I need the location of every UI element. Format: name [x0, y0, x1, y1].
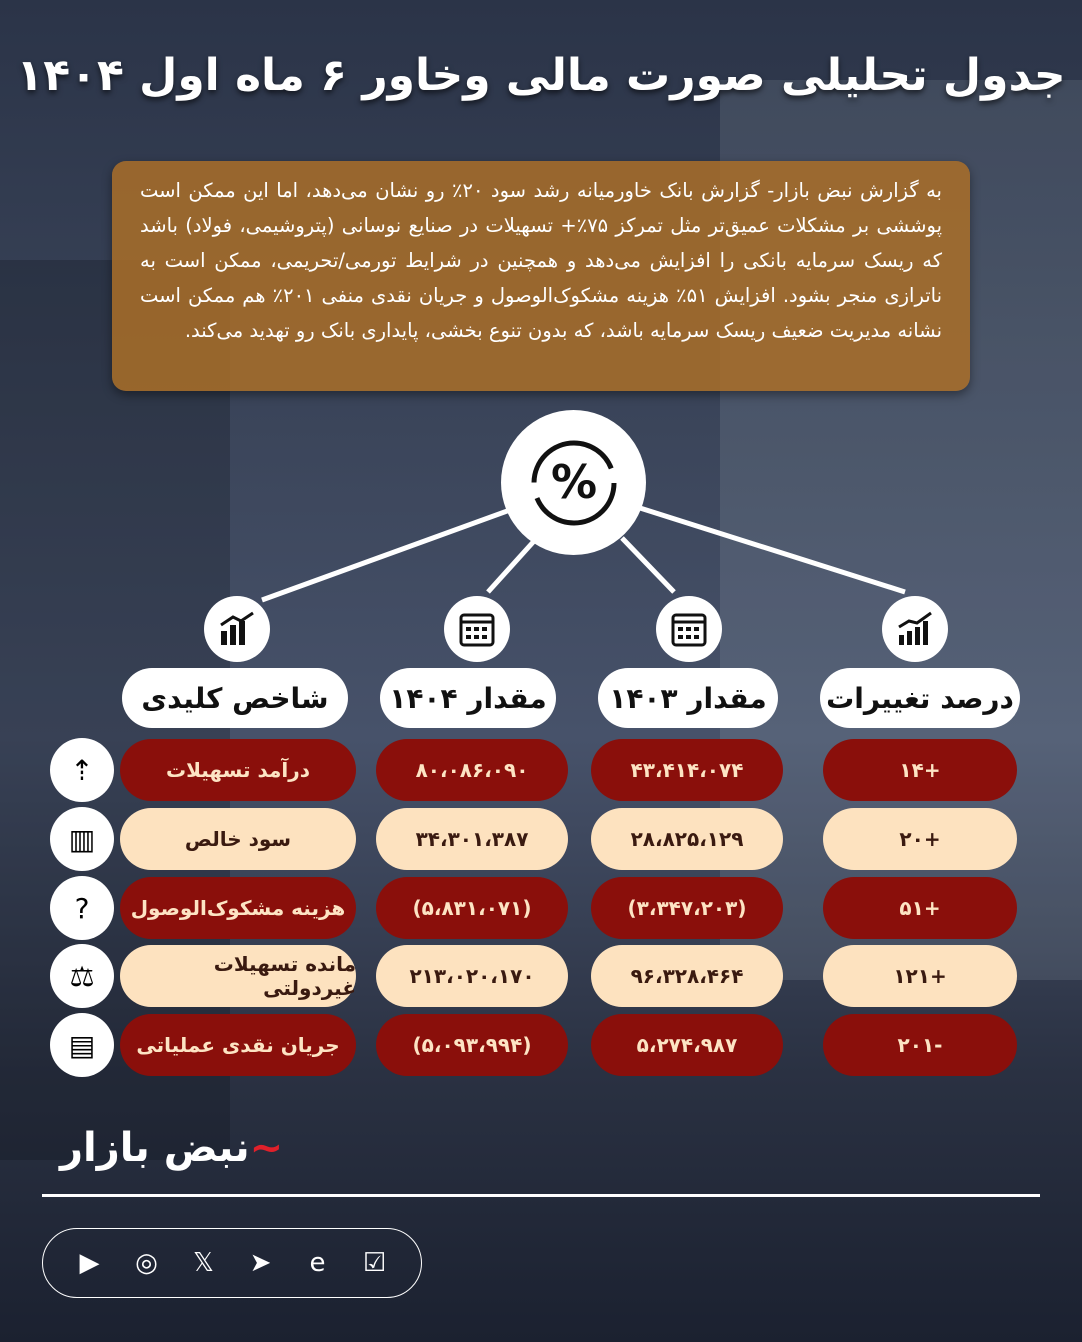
summary-paragraph: به گزارش نبض بازار- گزارش بانک خاورمیانه رشد سود ۲۰٪ رو نشان می‌دهد، اما این ممکن است پوششی بر مشکلات عمیق‌تر مثل تمرکز ۷۵٪+ تسهیلات در صنایع نوسانی (پتروشیمی، فولاد) باشد که ریسک سرمایه بانکی را افزایش می‌دهد و همچنین در شرایط تورمی/تحریمی، ممکن است به ناترازی منجر بشود. افزایش ۵۱٪ هزینه مشکوک‌الوصول و جریان نقدی منفی ۲۰۱٪ هم ممکن است نشانه مدیریت ضعیف ریسک سرمایه باشد، که بدون تنوع بخشی، پایداری بانک رو تهدید می‌کند. [112, 161, 970, 391]
indicator-cell: هزینه مشکوک‌الوصول [120, 877, 356, 939]
value-1404-cell: ۸۰،۰۸۶،۰۹۰ [376, 739, 568, 801]
value-1404-cell: ۳۴،۳۰۱،۳۸۷ [376, 808, 568, 870]
header-1404: مقدار ۱۴۰۴ [380, 668, 556, 728]
header-1403: مقدار ۱۴۰۳ [598, 668, 778, 728]
value-1403-cell: ۲۸،۸۲۵،۱۲۹ [591, 808, 783, 870]
page-title: جدول تحلیلی صورت مالی وخاور ۶ ماه اول ۱۴۰۴ [16, 50, 1066, 101]
change-cell: -۲۰۱ [823, 1014, 1017, 1076]
telegram-icon[interactable]: ➤ [249, 1248, 272, 1278]
change-cell: +۱۲۱ [823, 945, 1017, 1007]
svg-text:%: % [550, 454, 597, 509]
value-1404-cell: (۵،۰۹۳،۹۹۴) [376, 1014, 568, 1076]
indicator-cell: درآمد تسهیلات [120, 739, 356, 801]
balance-scale-icon: ⚖ [50, 944, 114, 1008]
growth-chart-icon [882, 596, 948, 662]
money-growth-icon: ⇡ [50, 738, 114, 802]
change-cell: +۵۱ [823, 877, 1017, 939]
instagram-icon[interactable]: ◎ [135, 1248, 158, 1278]
indicator-cell: سود خالص [120, 808, 356, 870]
chart-thermometer-icon [204, 596, 270, 662]
bar-chart-dollar-icon: ▥ [50, 807, 114, 871]
indicator-cell: مانده تسهیلات غیردولتی [120, 945, 356, 1007]
calendar-icon [656, 596, 722, 662]
calendar-icon [444, 596, 510, 662]
value-1403-cell: (۳،۳۴۷،۲۰۳) [591, 877, 783, 939]
divider [42, 1194, 1040, 1197]
cash-flow-icon: ▤ [50, 1013, 114, 1077]
header-indicator: شاخص کلیدی [122, 668, 348, 728]
social-bar [42, 1228, 422, 1298]
logo-text: نبض بازار [60, 1125, 250, 1171]
value-1404-cell: ۲۱۳،۰۲۰،۱۷۰ [376, 945, 568, 1007]
change-cell: +۱۴ [823, 739, 1017, 801]
indicator-cell: جریان نقدی عملیاتی [120, 1014, 356, 1076]
value-1403-cell: ۵،۲۷۴،۹۸۷ [591, 1014, 783, 1076]
logo: ~نبض بازار [60, 1125, 284, 1171]
change-cell: +۲۰ [823, 808, 1017, 870]
value-1403-cell: ۴۳،۴۱۴،۰۷۴ [591, 739, 783, 801]
header-change: درصد تغییرات [820, 668, 1020, 728]
eitaa-icon[interactable]: e [309, 1248, 326, 1278]
youtube-icon[interactable]: ▶ [79, 1248, 100, 1278]
x-icon[interactable]: 𝕏 [193, 1248, 214, 1278]
value-1403-cell: ۹۶،۳۲۸،۴۶۴ [591, 945, 783, 1007]
bale-icon[interactable]: ☑ [362, 1248, 387, 1278]
percent-cycle-icon [501, 410, 646, 555]
question-building-icon: ? [50, 876, 114, 940]
value-1404-cell: (۵،۸۳۱،۰۷۱) [376, 877, 568, 939]
